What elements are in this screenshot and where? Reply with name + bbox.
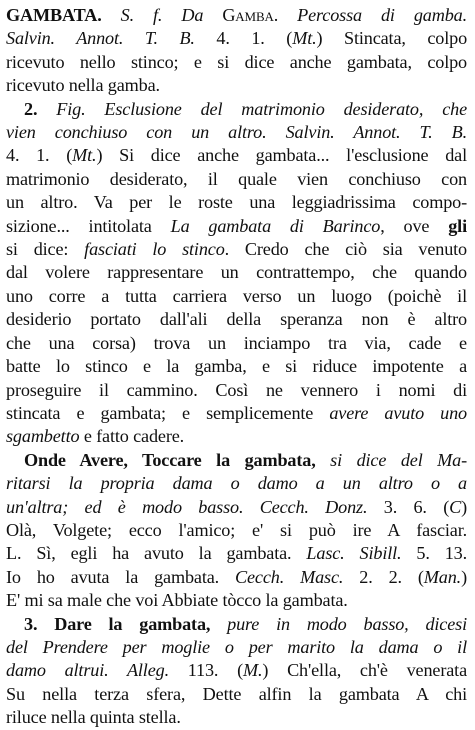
sense-2-line-7: si dice: fasciati lo stinco. Credo che ciò sia venuto xyxy=(6,239,467,260)
sense-number: 3. xyxy=(24,613,55,634)
phrase-line-1: Onde Avere, Toccare la gambata, si dice del Ma- xyxy=(24,449,467,470)
phrase-line-7: E' mi sa male che voi Abbiate tòcco la gambata. xyxy=(6,590,348,611)
entry-line-1: GAMBATA. S. f. Da Gamba. Percossa di gamba. xyxy=(6,5,467,25)
sense-2-line-2: vien conchiuso con un altro. Salvin. Annot. T. B. xyxy=(6,122,467,143)
sense-2-line-5: un altro. Va per le roste una leggiadrissima compo- xyxy=(6,192,467,213)
sense-2-line-1: 2. Fig. Esclusione del matrimonio desiderato, che xyxy=(24,98,467,119)
sense-2-line-9: uno corre a tutta carriera verso un luogo (poichè il xyxy=(6,285,467,306)
sense-2-line-13: proseguire il cammino. Così ne vennero i nomi di xyxy=(6,379,467,400)
sense-2-line-4: matrimonio desiderato, il quale vien conchiuso con xyxy=(6,168,467,189)
sense-3-line-5: riluce nella quinta stella. xyxy=(6,707,181,728)
sense-3-line-2: del Prendere per moglie o per marito la dama o il xyxy=(6,636,467,657)
phrase-line-3: un'altra; ed è modo basso. Cecch. Donz. 3. 6. (C) xyxy=(6,496,467,517)
sense-3-line-1: 3. Dare la gambata, pure in modo basso, dicesi xyxy=(24,613,467,634)
sense-2-line-14: stincata e gambata; e semplicemente avere avuto uno xyxy=(6,402,467,423)
sense-2-line-10: desiderio portato dall'ali della speranza non è altro xyxy=(6,309,467,330)
phrase-line-4: Olà, Volgete; ecco l'amico; e' si può ire A fasciar. xyxy=(6,519,467,540)
sense-number: 2. xyxy=(24,98,57,119)
citation-source: Salvin. Annot. T. B. xyxy=(6,28,195,49)
definition: Percossa di gamba. xyxy=(297,5,467,25)
sense-2-line-6: sizione... intitolata La gambata di Barinco, ove gli xyxy=(6,215,467,236)
entry-line-4: ricevuto nella gamba. xyxy=(6,75,160,96)
entry-line-3: ricevuto nello stinco; e si dice anche gambata, colpo xyxy=(6,51,467,72)
sense-2-line-12: batte lo stinco e la gamba, e si riduce impotente a xyxy=(6,356,467,377)
dictionary-entry-gambata xyxy=(6,4,467,730)
sense-3-line-4: Su nella terza sfera, Dette alfin la gambata A chi xyxy=(6,683,467,704)
phrase-line-5: L. Sì, egli ha avuto la gambata. Lasc. Sibill. 5. 13. xyxy=(6,543,467,564)
etymology-word: Gamba xyxy=(222,5,274,25)
phrase-line-2: ritarsi la propria dama o damo a un altro o a xyxy=(6,473,467,494)
entry-line-2: Salvin. Annot. T. B. 4. 1. (Mt.) Stincata, colpo xyxy=(6,28,467,49)
phrase-line-6: Io ho avuta la gambata. Cecch. Masc. 2. 2. (Man.) xyxy=(6,566,467,587)
sense-2-line-11: che una corsa) trova un inciampo tra via, cade e xyxy=(6,332,467,353)
sense-3-line-3: damo altrui. Alleg. 113. (M.) Ch'ella, ch'è venerata xyxy=(6,660,467,681)
grammar-label: S. f. xyxy=(120,5,163,25)
sense-2-line-3: 4. 1. (Mt.) Si dice anche gambata... l'esclusione dal xyxy=(6,145,467,166)
sense-2-line-15: sgambetto e fatto cadere. xyxy=(6,426,185,447)
sense-2-line-8: dal volere rappresentare un contrattempo, che quando xyxy=(6,262,467,283)
phrase-heading: Onde Avere, Toccare la gambata, xyxy=(24,449,316,470)
headword: GAMBATA. xyxy=(6,5,102,25)
